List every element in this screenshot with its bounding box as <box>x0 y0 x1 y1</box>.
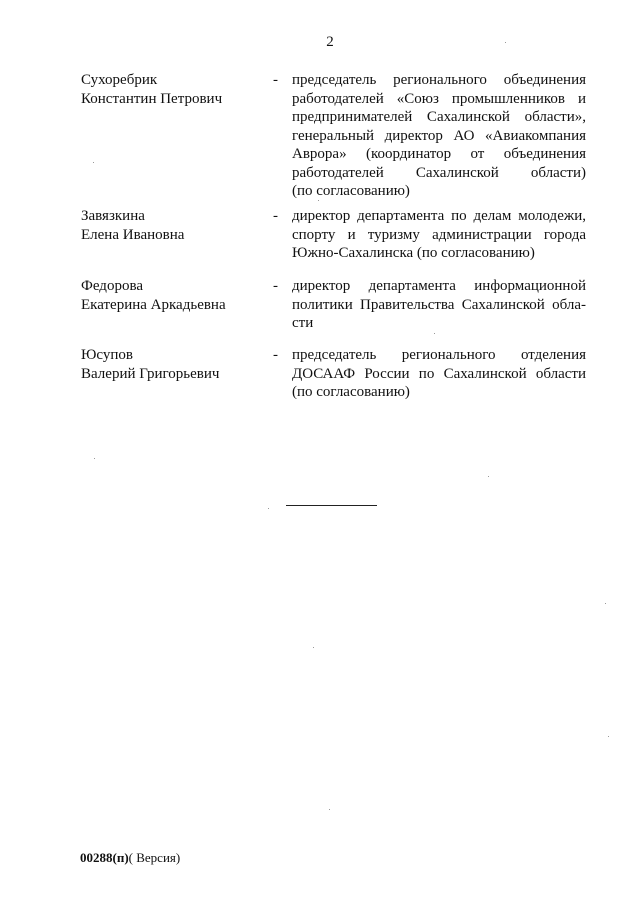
description-line: директор департамента по делам молодежи, <box>292 208 586 224</box>
document-code: 00288(п) <box>80 850 129 865</box>
footer-document-code <box>80 850 180 866</box>
scan-speck <box>93 162 94 163</box>
member-description <box>292 346 586 402</box>
member-name <box>81 71 261 108</box>
description-line: Южно-Сахалинска (по согласованию) <box>292 245 535 261</box>
member-name <box>81 207 261 244</box>
description-line: ДОСААФ России по Сахалинской области <box>292 365 586 382</box>
description-line: политики Правительства Сахалинской обла- <box>292 296 586 313</box>
member-surname: Завязкина <box>81 208 145 224</box>
description-line: работодателей «Союз промышленников и <box>292 90 586 107</box>
scan-speck <box>268 508 269 509</box>
member-given-names: Валерий Григорьевич <box>81 365 220 382</box>
scan-speck <box>505 42 506 43</box>
member-given-names: Екатерина Аркадьевна <box>81 296 226 313</box>
member-name <box>81 277 261 314</box>
member-given-names: Елена Ивановна <box>81 226 185 243</box>
member-surname: Сухоребрик <box>81 72 158 88</box>
description-line: работодателей Сахалинской области) <box>292 164 586 181</box>
member-name <box>81 346 261 383</box>
description-line: Аврора» (координатор от объединения <box>292 146 586 162</box>
closing-rule <box>286 505 377 506</box>
scan-speck <box>605 603 606 604</box>
description-line: сти <box>292 315 314 331</box>
member-given-names: Константин Петрович <box>81 90 223 107</box>
member-description <box>292 71 586 201</box>
member-dash: - <box>273 208 278 224</box>
scan-speck <box>608 736 609 737</box>
scan-speck <box>94 458 95 459</box>
scan-speck <box>329 809 330 810</box>
member-dash: - <box>273 278 278 294</box>
description-line: председатель регионального объединения <box>292 72 586 88</box>
member-entry <box>0 71 640 201</box>
description-line: (по согласованию) <box>292 384 410 400</box>
description-line: (по согласованию) <box>292 183 410 199</box>
scan-speck <box>434 333 435 334</box>
member-description <box>292 207 586 263</box>
description-line: предпринимателей Сахалинской области», <box>292 109 586 125</box>
scan-speck <box>488 476 489 477</box>
description-line: директор департамента информационной <box>292 278 586 294</box>
description-line: председатель регионального отделения <box>292 347 586 363</box>
member-dash: - <box>273 347 278 363</box>
member-description <box>292 277 586 333</box>
member-dash: - <box>273 72 278 88</box>
scan-speck <box>313 647 314 648</box>
description-line: генеральный директор АО «Авиакомпания <box>292 127 586 144</box>
scan-speck <box>318 200 319 201</box>
page-number: 2 <box>326 34 334 50</box>
member-entry <box>0 346 640 476</box>
document-version: ( Версия) <box>128 850 181 865</box>
member-surname: Юсупов <box>81 347 133 363</box>
member-surname: Федорова <box>81 278 143 294</box>
description-line: спорту и туризму администрации города <box>292 226 586 243</box>
